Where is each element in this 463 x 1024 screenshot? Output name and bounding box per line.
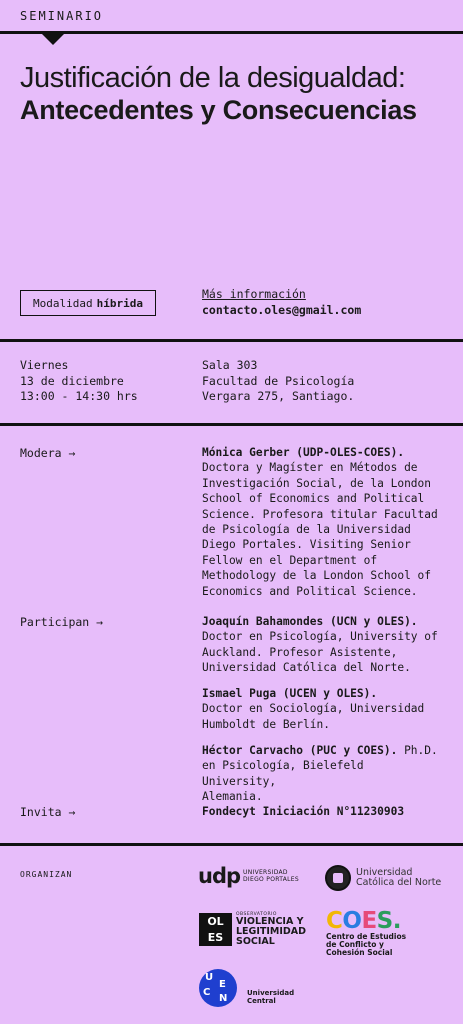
coes-letter-o: O	[342, 908, 362, 934]
participant-1-line-3: Universidad Católica del Norte.	[202, 661, 411, 675]
participant-3-tail: Ph.D.	[397, 744, 438, 757]
organizers-label: ORGANIZAN	[20, 870, 73, 879]
ucen-logo-line-2: Central	[247, 997, 276, 1005]
participant-3-line-2: Alemania.	[202, 790, 263, 804]
event-address: Vergara 275, Santiago.	[202, 389, 355, 403]
modality-value: híbrida	[96, 296, 143, 310]
event-time: 13:00 - 14:30 hrs	[20, 389, 138, 403]
moderator-bio-8: Methodology de la London School of	[202, 569, 432, 583]
ucen-letter-n: N	[219, 993, 228, 1004]
moderator-bio-5: de Psicología de la Universidad	[202, 523, 411, 537]
ucn-logo-line-1: Universidad	[356, 867, 413, 878]
participant-2-line-2: Humboldt de Berlín.	[202, 717, 330, 731]
coes-logo-line-1: Centro de Estudios	[326, 932, 407, 941]
oles-mark-bottom: ES	[207, 931, 224, 945]
title-line-2: Antecedentes y Consecuencias	[20, 95, 417, 125]
title-line-1: Justificación de la desigualdad:	[20, 62, 406, 94]
eyebrow-label: SEMINARIO	[20, 9, 104, 23]
ucen-letter-c: C	[203, 987, 211, 998]
moderator-bio-9: Economics and Political Science.	[202, 584, 418, 598]
participant-2-name: Ismael Puga (UCEN y OLES).	[202, 687, 378, 700]
participant-2-line-1: Doctor en Sociología, Universidad	[202, 702, 425, 716]
oles-logo-small: OBSERVATORIO	[236, 912, 277, 917]
notch-marker	[42, 34, 64, 45]
udp-logo-sub-2: DIEGO PORTALES	[243, 876, 299, 883]
ucen-letter-u: U	[205, 972, 214, 983]
udp-logo	[198, 864, 299, 888]
participant-1-name: Joaquín Bahamondes (UCN y OLES).	[202, 615, 418, 628]
more-info-link[interactable]: Más información	[202, 287, 306, 301]
oles-mark-top: OL	[207, 914, 224, 928]
coes-logo-line-3: Cohesión Social	[326, 948, 393, 957]
coes-letter-s: S.	[376, 908, 401, 934]
moderator-label: Modera →	[20, 446, 76, 460]
participant-3	[202, 743, 442, 805]
coes-logo	[326, 909, 406, 957]
participant-3-line-1: en Psicología, Bielefeld University,	[202, 759, 364, 788]
moderator-name: Mónica Gerber (UDP-OLES-COES).	[202, 446, 405, 459]
moderator-bio-6: Diego Portales. Visiting Senior	[202, 538, 411, 552]
event-date: 13 de diciembre	[20, 373, 124, 388]
udp-logo-word: udp	[198, 864, 241, 888]
modality-prefix: Modalidad	[33, 296, 93, 310]
udp-logo-sub-1: UNIVERSIDAD	[243, 869, 288, 876]
rule-after-header	[0, 339, 463, 342]
moderator-bio-4: Science. Profesora titular Facultad	[202, 507, 438, 521]
event-day: Viernes	[20, 358, 69, 372]
oles-logo-mark	[199, 913, 232, 946]
ucen-logo-mark	[199, 969, 237, 1007]
rule-after-when	[0, 423, 463, 426]
participant-3-name: Héctor Carvacho (PUC y COES).	[202, 744, 398, 757]
oles-logo-line-1: VIOLENCIA Y	[236, 916, 304, 927]
contact-email[interactable]: contacto.oles@gmail.com	[202, 303, 362, 317]
event-where	[202, 358, 354, 405]
coes-letter-c: C	[326, 908, 343, 934]
oles-logo	[199, 912, 306, 947]
oles-logo-line-2: LEGITIMIDAD	[236, 926, 307, 937]
ucn-logo	[325, 865, 441, 891]
moderator-bio-7: Fellow en el Department of	[202, 553, 378, 567]
moderator-bio-2: Investigación Social, de la London	[202, 476, 432, 490]
oles-logo-line-3: SOCIAL	[236, 936, 275, 947]
ucn-seal-icon	[325, 865, 351, 891]
participant-2	[202, 686, 442, 732]
moderator-block	[202, 445, 442, 599]
invite-label: Invita →	[20, 805, 76, 819]
top-rule	[0, 31, 463, 34]
moderator-bio-3: School of Economics and Political	[202, 492, 425, 506]
moderator-bio-1: Doctora y Magíster en Métodos de	[202, 461, 418, 475]
modality-badge	[20, 290, 156, 316]
ucen-letter-e: E	[219, 979, 226, 990]
ucen-logo-line-1: Universidad	[247, 989, 295, 997]
participant-1-line-2: Auckland. Profesor Asistente,	[202, 645, 398, 659]
invite-value: Fondecyt Iniciación N°11230903	[202, 805, 405, 818]
ucn-logo-line-2: Católica del Norte	[356, 877, 442, 888]
event-room: Sala 303	[202, 358, 258, 372]
coes-letter-e: E	[361, 908, 377, 934]
participant-1	[202, 614, 442, 676]
event-when	[20, 358, 138, 405]
coes-logo-line-2: de Conflicto y	[326, 940, 384, 949]
event-faculty: Facultad de Psicología	[202, 373, 355, 388]
participants-label: Participan →	[20, 615, 104, 629]
ucen-logo	[199, 969, 294, 1007]
participant-1-line-1: Doctor en Psicología, University of	[202, 630, 438, 644]
rule-before-organizers	[0, 843, 463, 846]
